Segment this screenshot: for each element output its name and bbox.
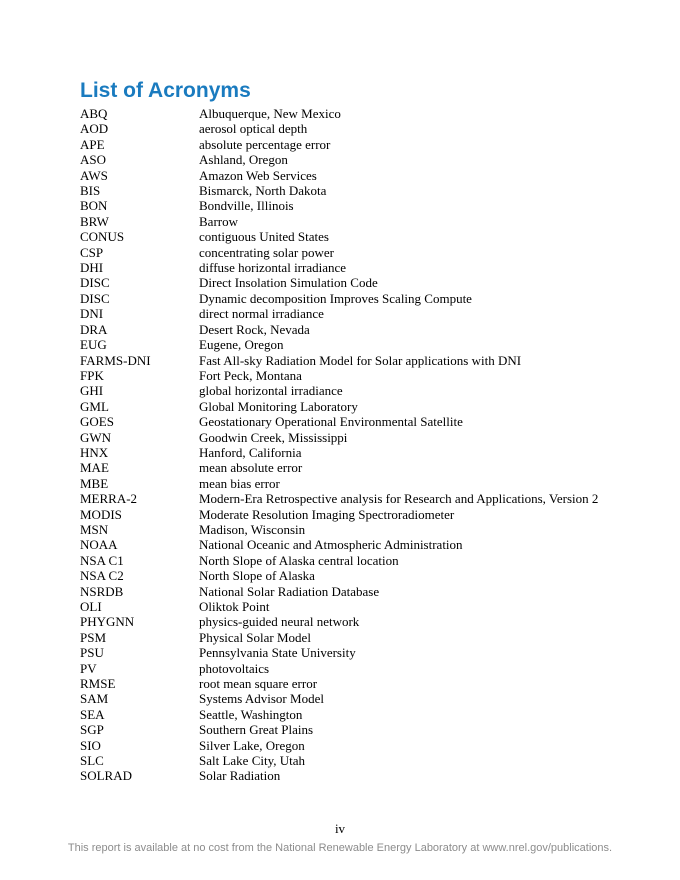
acronym-abbr: BON [80, 198, 108, 214]
acronym-definition: aerosol optical depth [199, 121, 308, 137]
acronym-row [80, 275, 600, 290]
acronym-definition: Dynamic decomposition Improves Scaling Compute [199, 290, 472, 306]
page-number: iv [334, 821, 346, 836]
acronym-abbr: EUG [80, 337, 107, 353]
acronym-abbr: PSU [80, 645, 104, 661]
acronym-abbr: NSA C2 [80, 568, 124, 584]
page-title: List of Acronyms [80, 79, 251, 102]
acronym-row [80, 507, 600, 522]
acronym-definition: Bismarck, North Dakota [199, 183, 327, 199]
acronym-abbr: DRA [80, 321, 108, 337]
acronym-abbr: FPK [80, 367, 104, 383]
acronym-row [80, 383, 600, 398]
acronym-definition: Solar Radiation [199, 768, 281, 784]
acronym-abbr: BRW [80, 213, 109, 229]
acronym-definition: Geostationary Operational Environmental Satellite [199, 414, 463, 430]
acronym-row [80, 430, 600, 445]
acronym-definition: Oliktok Point [199, 599, 270, 614]
acronym-row [80, 691, 600, 706]
acronym-abbr: RMSE [80, 676, 116, 692]
acronym-row [80, 214, 600, 229]
acronym-definition: Goodwin Creek, Mississippi [199, 429, 348, 445]
acronym-definition: Albuquerque, New Mexico [199, 106, 341, 121]
acronym-row [80, 645, 600, 660]
acronym-abbr: NOAA [80, 537, 118, 553]
acronym-abbr: MAE [80, 460, 109, 476]
acronym-abbr: PHYGNN [80, 614, 135, 630]
acronym-row [80, 229, 600, 244]
acronym-list [80, 106, 600, 784]
acronym-row [80, 676, 600, 691]
acronym-definition: concentrating solar power [199, 244, 335, 260]
acronym-abbr: DNI [80, 306, 104, 322]
acronym-abbr: OLI [80, 599, 102, 614]
acronym-definition: Eugene, Oregon [199, 337, 284, 353]
acronym-row [80, 584, 600, 599]
acronym-abbr: SLC [80, 753, 104, 769]
acronym-row [80, 630, 600, 645]
acronym-row [80, 121, 600, 136]
acronym-abbr: FARMS-DNI [80, 352, 151, 368]
acronym-row [80, 753, 600, 768]
acronym-row [80, 399, 600, 414]
acronym-row [80, 738, 600, 753]
acronym-row [80, 414, 600, 429]
acronym-abbr: ABQ [80, 106, 108, 121]
acronym-row [80, 106, 600, 121]
acronym-row [80, 661, 600, 676]
acronym-definition: Ashland, Oregon [199, 152, 288, 168]
acronym-row [80, 614, 600, 629]
acronym-row [80, 183, 600, 198]
acronym-abbr: SGP [80, 722, 104, 738]
acronym-definition: direct normal irradiance [199, 306, 324, 322]
acronym-row [80, 291, 600, 306]
acronym-row [80, 137, 600, 152]
acronym-row [80, 168, 600, 183]
acronym-definition: Direct Insolation Simulation Code [199, 275, 378, 291]
acronym-abbr: BIS [80, 183, 101, 199]
acronym-definition: Systems Advisor Model [199, 691, 324, 707]
acronym-row [80, 198, 600, 213]
acronym-definition: contiguous United States [199, 229, 329, 245]
acronym-definition: Seattle, Washington [199, 706, 303, 722]
acronym-row [80, 306, 600, 321]
acronym-definition: Amazon Web Services [199, 167, 317, 183]
acronym-definition: National Solar Radiation Database [199, 583, 380, 599]
acronym-definition: Southern Great Plains [199, 722, 314, 738]
acronym-row [80, 537, 600, 552]
acronym-abbr: SIO [80, 737, 101, 753]
acronym-abbr: GOES [80, 414, 114, 430]
acronym-definition: mean absolute error [199, 460, 303, 476]
acronym-abbr: AOD [80, 121, 109, 137]
acronym-definition: diffuse horizontal irradiance [199, 260, 347, 276]
acronym-definition: Physical Solar Model [199, 629, 311, 645]
acronym-abbr: NSA C1 [80, 552, 124, 568]
acronym-abbr: MODIS [80, 506, 122, 522]
acronym-abbr: APE [80, 136, 105, 152]
acronym-row [80, 476, 600, 491]
acronym-abbr: CONUS [80, 229, 125, 245]
acronym-definition: Pennsylvania State University [199, 645, 356, 661]
acronym-abbr: PSM [80, 629, 107, 645]
acronym-definition: Bondville, Illinois [199, 198, 294, 214]
acronym-row [80, 337, 600, 352]
acronym-row [80, 491, 600, 506]
acronym-row [80, 245, 600, 260]
acronym-abbr: DISC [80, 290, 110, 306]
acronym-abbr: GML [80, 398, 109, 414]
acronym-definition: Barrow [199, 213, 238, 229]
acronym-definition: Salt Lake City, Utah [199, 753, 306, 769]
acronym-abbr: DHI [80, 260, 104, 276]
acronym-abbr: SOLRAD [80, 768, 133, 784]
acronym-abbr: ASO [80, 152, 107, 168]
acronym-definition: Desert Rock, Nevada [199, 321, 310, 337]
acronym-abbr: MBE [80, 475, 109, 491]
acronym-abbr: SEA [80, 706, 105, 722]
acronym-definition: physics-guided neural network [199, 614, 360, 630]
acronym-definition: North Slope of Alaska central location [199, 552, 399, 568]
acronym-definition: North Slope of Alaska [199, 568, 315, 584]
acronym-row [80, 522, 600, 537]
acronym-abbr: MSN [80, 521, 109, 537]
acronym-abbr: NSRDB [80, 583, 124, 599]
acronym-row [80, 599, 600, 614]
acronym-abbr: CSP [80, 244, 104, 260]
acronym-row [80, 368, 600, 383]
acronym-definition: National Oceanic and Atmospheric Administration [199, 537, 463, 553]
acronym-row [80, 353, 600, 368]
acronym-row [80, 152, 600, 167]
acronym-definition: photovoltaics [199, 660, 270, 676]
acronym-abbr: DISC [80, 275, 110, 291]
acronym-row [80, 460, 600, 475]
acronym-abbr: GWN [80, 429, 112, 445]
acronym-definition: Global Monitoring Laboratory [199, 398, 358, 414]
acronym-abbr: GHI [80, 383, 104, 399]
acronym-row [80, 722, 600, 737]
acronym-definition: Silver Lake, Oregon [199, 737, 305, 753]
acronym-definition: root mean square error [199, 676, 318, 692]
acronym-row [80, 260, 600, 275]
acronym-row [80, 445, 600, 460]
acronym-abbr: PV [80, 660, 97, 676]
acronym-abbr: AWS [80, 167, 108, 183]
acronym-definition: Hanford, California [199, 444, 302, 460]
acronym-row [80, 322, 600, 337]
acronym-row [80, 568, 600, 583]
acronym-definition: absolute percentage error [199, 136, 331, 152]
acronym-definition: mean bias error [199, 475, 280, 491]
footer-note: This report is available at no cost from the National Renewable Energy Laboratory at www.nrel.gov/publications. [67, 842, 613, 854]
acronym-definition: Madison, Wisconsin [199, 521, 306, 537]
acronym-abbr: MERRA-2 [80, 491, 138, 507]
acronym-definition: Fast All-sky Radiation Model for Solar applications with DNI [199, 352, 522, 368]
acronym-abbr: SAM [80, 691, 109, 707]
acronym-definition: Modern-Era Retrospective analysis for Research and Applications, Version 2 [199, 491, 599, 507]
acronym-abbr: HNX [80, 444, 109, 460]
acronym-row [80, 707, 600, 722]
acronym-definition: Moderate Resolution Imaging Spectroradiometer [199, 506, 455, 522]
acronym-definition: Fort Peck, Montana [199, 367, 302, 383]
acronym-row [80, 553, 600, 568]
acronym-row [80, 768, 600, 783]
acronym-definition: global horizontal irradiance [199, 383, 343, 399]
